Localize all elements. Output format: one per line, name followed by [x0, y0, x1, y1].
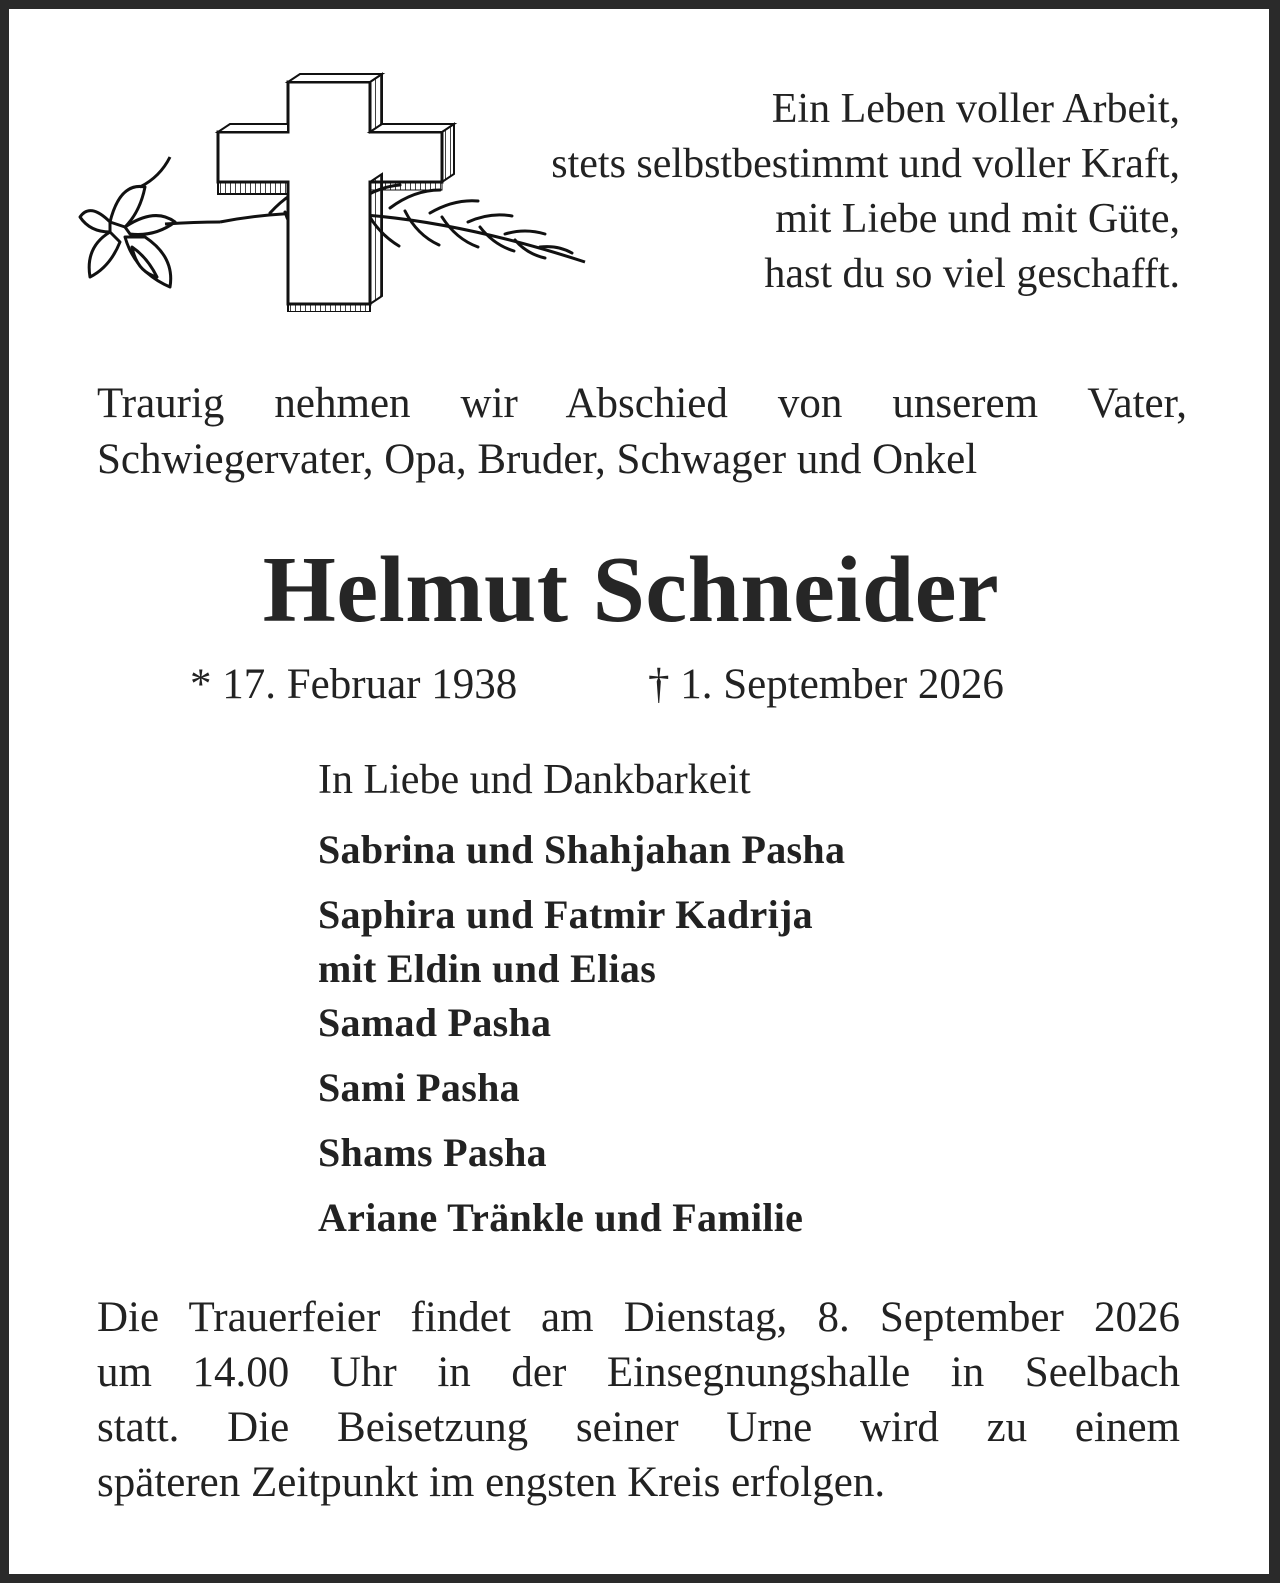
intro-text [97, 376, 1187, 488]
intro-line-1: Traurig nehmen wir Abschied von unserem Vater, [97, 380, 1187, 427]
deceased-name: Helmut Schneider [262, 538, 1000, 642]
funeral-details-line: späteren Zeitpunkt im engsten Kreis erfolgen. [97, 1459, 886, 1506]
poem-line: Ein Leben voller Arbeit, [771, 86, 1180, 132]
family-member: Samad Pasha [318, 1000, 552, 1045]
poem-line: mit Liebe und mit Güte, [775, 196, 1180, 242]
family-greeting: In Liebe und Dankbarkeit [318, 757, 751, 803]
family-list [318, 755, 1118, 1245]
poem-line: stets selbstbestimmt und voller Kraft, [551, 141, 1180, 187]
family-member: mit Eldin und Elias [318, 946, 657, 991]
family-member: Ariane Tränkle und Familie [318, 1195, 804, 1240]
family-member: Sami Pasha [318, 1065, 520, 1110]
family-member: Saphira und Fatmir Kadrija [318, 892, 813, 937]
death-date: † 1. September 2026 [648, 661, 1004, 708]
funeral-details [97, 1290, 1180, 1510]
family-member: Sabrina und Shahjahan Pasha [318, 827, 846, 872]
intro-line-2: Schwiegervater, Opa, Bruder, Schwager und Onkel [97, 436, 978, 483]
family-member: Shams Pasha [318, 1130, 547, 1175]
funeral-details-line: statt. Die Beisetzung seiner Urne wird zu einem [97, 1404, 1180, 1451]
funeral-details-line: um 14.00 Uhr in der Einsegnungshalle in Seelbach [97, 1349, 1180, 1396]
poem [460, 82, 1180, 302]
poem-line: hast du so viel geschafft. [764, 251, 1180, 297]
birth-date: * 17. Februar 1938 [190, 661, 518, 708]
funeral-details-line: Die Trauerfeier findet am Dienstag, 8. September 2026 [97, 1294, 1180, 1341]
